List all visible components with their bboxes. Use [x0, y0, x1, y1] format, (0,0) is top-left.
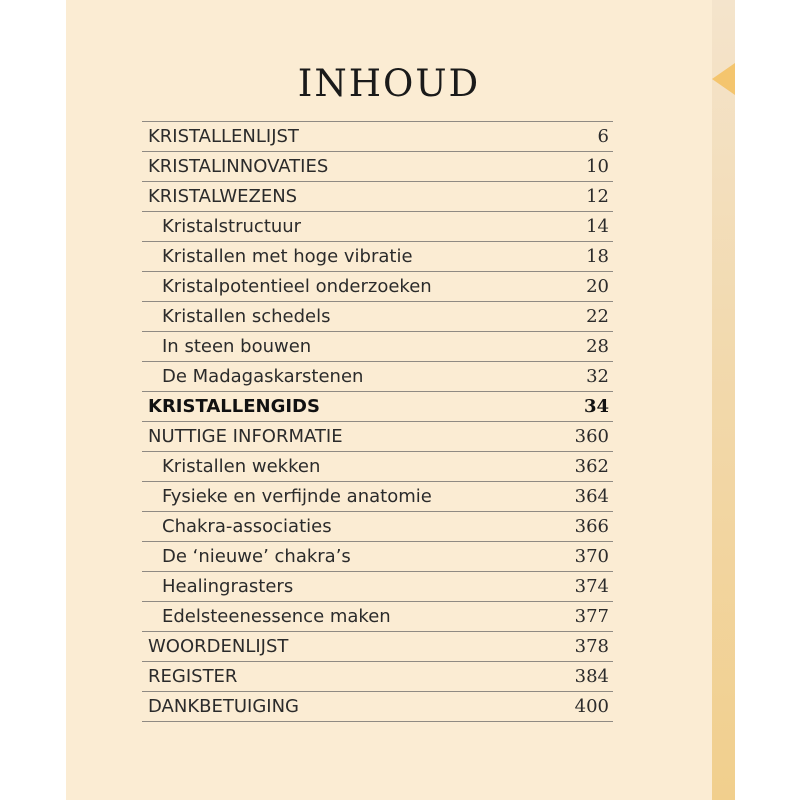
- toc-entry[interactable]: [142, 422, 613, 452]
- toc-entry[interactable]: [142, 152, 613, 182]
- toc-entry[interactable]: [142, 362, 613, 392]
- toc-entry[interactable]: [142, 272, 613, 302]
- toc-entry-page-number: 20: [586, 276, 609, 297]
- table-of-contents: [142, 121, 613, 722]
- toc-entry[interactable]: [142, 242, 613, 272]
- toc-entry-page-number: 370: [574, 546, 609, 567]
- toc-entry-page-number: 378: [574, 636, 609, 657]
- toc-entry-page-number: 374: [574, 576, 609, 597]
- toc-entry-label: Edelsteenessence maken: [162, 606, 391, 627]
- toc-entry[interactable]: [142, 452, 613, 482]
- toc-entry-label: KRISTALINNOVATIES: [148, 156, 329, 177]
- toc-entry[interactable]: [142, 212, 613, 242]
- toc-entry-page-number: 22: [586, 306, 609, 327]
- toc-entry-page-number: 18: [586, 246, 609, 267]
- toc-entry[interactable]: [142, 632, 613, 662]
- toc-entry-label: Kristallen met hoge vibratie: [162, 246, 413, 267]
- toc-entry-page-number: 377: [574, 606, 609, 627]
- toc-entry-label: DANKBETUIGING: [148, 696, 299, 717]
- toc-entry-page-number: 366: [574, 516, 609, 537]
- toc-entry-page-number: 360: [574, 426, 609, 447]
- toc-entry-page-number: 34: [583, 396, 609, 417]
- page-title: INHOUD: [297, 62, 481, 105]
- toc-entry[interactable]: [142, 662, 613, 692]
- toc-entry-label: Kristallen schedels: [162, 306, 331, 327]
- toc-entry-label: Kristalpotentieel onderzoeken: [162, 276, 432, 297]
- toc-entry-label: KRISTALLENLIJST: [148, 126, 299, 147]
- toc-entry-label: Fysieke en verfijnde anatomie: [162, 486, 432, 507]
- toc-entry[interactable]: [142, 692, 613, 722]
- toc-entry[interactable]: [142, 512, 613, 542]
- toc-entry-label: Kristallen wekken: [162, 456, 321, 477]
- toc-entry[interactable]: [142, 602, 613, 632]
- toc-entry-label: WOORDENLIJST: [148, 636, 289, 657]
- toc-entry[interactable]: [142, 392, 613, 422]
- toc-entry-label: Chakra-associaties: [162, 516, 332, 537]
- toc-entry-label: KRISTALWEZENS: [148, 186, 298, 207]
- toc-entry[interactable]: [142, 482, 613, 512]
- toc-entry[interactable]: [142, 122, 613, 152]
- toc-entry[interactable]: [142, 572, 613, 602]
- toc-entry-label: In steen bouwen: [162, 336, 312, 357]
- toc-entry-page-number: 14: [586, 216, 609, 237]
- toc-entry-page-number: 10: [586, 156, 609, 177]
- toc-entry[interactable]: [142, 542, 613, 572]
- toc-entry-label: De ‘nieuwe’ chakra’s: [162, 546, 351, 567]
- toc-entry[interactable]: [142, 332, 613, 362]
- toc-entry-page-number: 384: [574, 666, 609, 687]
- toc-entry-page-number: 364: [574, 486, 609, 507]
- bookmark-tab-arrow-icon: [712, 63, 735, 95]
- toc-entry-page-number: 28: [586, 336, 609, 357]
- toc-entry-page-number: 362: [574, 456, 609, 477]
- toc-entry-label: NUTTIGE INFORMATIE: [148, 426, 343, 447]
- toc-entry-label: Kristalstructuur: [162, 216, 302, 237]
- page-edge: [712, 0, 735, 800]
- toc-entry-label: De Madagaskarstenen: [162, 366, 364, 387]
- toc-entry-label: REGISTER: [148, 666, 238, 687]
- toc-entry-label: KRISTALLENGIDS: [148, 396, 320, 417]
- toc-entry-page-number: 32: [586, 366, 609, 387]
- toc-entry-page-number: 6: [597, 126, 609, 147]
- toc-entry-page-number: 400: [574, 696, 609, 717]
- toc-entry-page-number: 12: [586, 186, 609, 207]
- toc-entry[interactable]: [142, 302, 613, 332]
- toc-entry-label: Healingrasters: [162, 576, 294, 597]
- toc-entry[interactable]: [142, 182, 613, 212]
